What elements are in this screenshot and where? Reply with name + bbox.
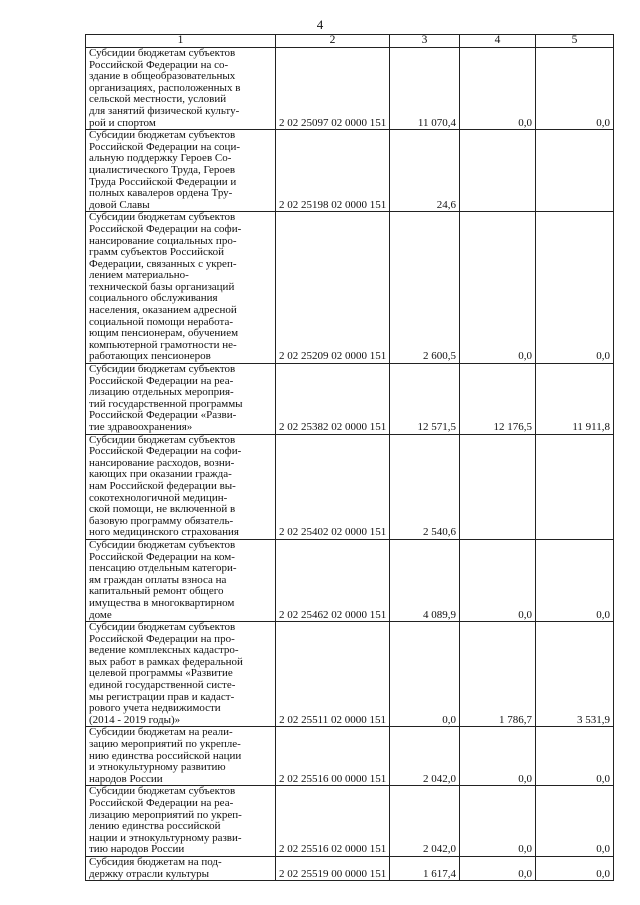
value-col3-cell: 1 617,4 (390, 856, 460, 880)
value-col4-cell: 0,0 (460, 786, 536, 857)
value-col4-cell: 1 786,7 (460, 622, 536, 727)
table-row (86, 539, 614, 621)
column-header: 4 (460, 35, 536, 48)
table-row (86, 212, 614, 364)
budget-code-cell: 2 02 25382 02 0000 151 (276, 364, 390, 435)
value-col3-cell: 2 042,0 (390, 786, 460, 857)
subsidy-name-cell: Субсидии бюджетам на реали- зацию мероприятий по укрепле- нию единства российской нации и этнокультурному развитию народов России (86, 727, 276, 786)
table-row (86, 364, 614, 435)
page-number: 4 (316, 17, 324, 32)
budget-code-cell: 2 02 25516 02 0000 151 (276, 786, 390, 857)
table-row (86, 856, 614, 880)
column-number-row (86, 35, 614, 48)
value-col3-cell: 11 070,4 (390, 48, 460, 130)
value-col4-cell: 0,0 (460, 727, 536, 786)
subsidy-name-cell: Субсидии бюджетам субъектов Российской Федерации на со- здание в общеобразовательных организациях, расположенных в сельской местности, условий для занятий физической культу- рой и спортом (86, 48, 276, 130)
column-header: 5 (536, 35, 614, 48)
table-row (86, 434, 614, 539)
subsidy-name-cell: Субсидии бюджетам субъектов Российской Федерации на реа- лизацию отдельных мероприя- тий государственной программы Российской Федерации «Разви- тие здравоохранения» (86, 364, 276, 435)
value-col3-cell: 0,0 (390, 622, 460, 727)
budget-code-cell: 2 02 25097 02 0000 151 (276, 48, 390, 130)
value-col4-cell (460, 130, 536, 212)
value-col3-cell: 2 540,6 (390, 434, 460, 539)
value-col5-cell (536, 434, 614, 539)
value-col3-cell: 4 089,9 (390, 539, 460, 621)
subsidy-name-cell: Субсидии бюджетам субъектов Российской Федерации на соци- альную поддержку Героев Со- циалистического Труда, Героев Труда Российской Федерации и полных кавалеров ордена Тру- довой Славы (86, 130, 276, 212)
value-col5-cell: 0,0 (536, 786, 614, 857)
value-col4-cell (460, 434, 536, 539)
subsidy-name-cell: Субсидии бюджетам субъектов Российской Федерации на софи- нансирование расходов, возни- кающих при оказании гражда- нам Российской федерации вы- сокотехнологичной медицин- ской помощи, не включенной в базовую программу обязатель- ного медицинского страхования (86, 434, 276, 539)
value-col4-cell: 12 176,5 (460, 364, 536, 435)
value-col5-cell: 0,0 (536, 48, 614, 130)
value-col5-cell (536, 130, 614, 212)
subsidy-name-cell: Субсидии бюджетам субъектов Российской Федерации на софи- нансирование социальных про- грамм субъектов Российской Федерации, связанных с укреп- лением материально- технической базы организаций социального обслуживания населения, оказанием адресной социальной помощи неработа- ющим пенсионерам, обучением компьютерной грамотности не- работающих пенсионеров (86, 212, 276, 364)
column-header: 2 (276, 35, 390, 48)
value-col5-cell: 3 531,9 (536, 622, 614, 727)
budget-code-cell: 2 02 25209 02 0000 151 (276, 212, 390, 364)
budget-code-cell: 2 02 25519 00 0000 151 (276, 856, 390, 880)
budget-code-cell: 2 02 25516 00 0000 151 (276, 727, 390, 786)
table-row (86, 727, 614, 786)
value-col5-cell: 0,0 (536, 856, 614, 880)
value-col5-cell: 0,0 (536, 539, 614, 621)
column-header: 1 (86, 35, 276, 48)
value-col3-cell: 12 571,5 (390, 364, 460, 435)
value-col3-cell: 24,6 (390, 130, 460, 212)
value-col4-cell: 0,0 (460, 539, 536, 621)
subsidy-name-cell: Субсидия бюджетам на под- держку отрасли культуры (86, 856, 276, 880)
budget-code-cell: 2 02 25402 02 0000 151 (276, 434, 390, 539)
table-row (86, 622, 614, 727)
value-col5-cell: 11 911,8 (536, 364, 614, 435)
value-col4-cell: 0,0 (460, 212, 536, 364)
budget-code-cell: 2 02 25511 02 0000 151 (276, 622, 390, 727)
budget-code-cell: 2 02 25462 02 0000 151 (276, 539, 390, 621)
subsidy-name-cell: Субсидии бюджетам субъектов Российской Федерации на про- ведение комплексных кадастро- вых работ в рамках федеральной целевой программы «Развитие единой государственной систе- мы регистрации прав и кадаст- рового учета недвижимости (2014 - 2019 годы)» (86, 622, 276, 727)
value-col3-cell: 2 600,5 (390, 212, 460, 364)
column-header: 3 (390, 35, 460, 48)
table-row (86, 48, 614, 130)
subsidy-name-cell: Субсидии бюджетам субъектов Российской Федерации на реа- лизацию мероприятий по укреп- лению единства российской нации и этнокультурному разви- тию народов России (86, 786, 276, 857)
value-col4-cell: 0,0 (460, 856, 536, 880)
budget-code-cell: 2 02 25198 02 0000 151 (276, 130, 390, 212)
table-row (86, 130, 614, 212)
value-col4-cell: 0,0 (460, 48, 536, 130)
value-col3-cell: 2 042,0 (390, 727, 460, 786)
subsidy-name-cell: Субсидии бюджетам субъектов Российской Федерации на ком- пенсацию отдельным категори- ям граждан оплаты взноса на капитальный ремонт общего имущества в многоквартирном доме (86, 539, 276, 621)
budget-table (85, 34, 614, 881)
table-row (86, 786, 614, 857)
value-col5-cell: 0,0 (536, 727, 614, 786)
value-col5-cell: 0,0 (536, 212, 614, 364)
